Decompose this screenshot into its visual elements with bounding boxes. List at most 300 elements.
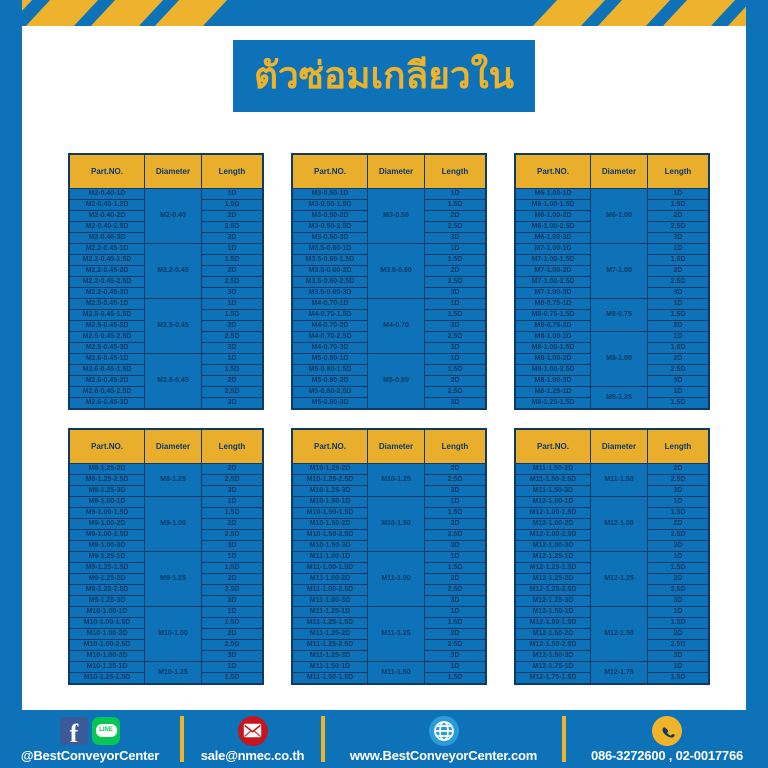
part-no-cell: M3.5-0.60-3D [292,288,368,299]
length-cell: 3D [425,486,487,497]
part-no-cell: M2.5-0.45-1.5D [69,310,145,321]
part-no-cell: M12-1.25-1.5D [515,563,591,574]
part-no-cell: M2.2-0.45-2D [69,266,145,277]
diameter-cell: M9-1.00 [145,497,202,552]
length-cell: 1.5D [425,200,487,211]
length-cell: 1D [202,244,264,255]
header-row [515,154,709,189]
part-no-cell: M10-1.25-3D [292,486,368,497]
part-no-cell: M2.6-0.45-1.5D [69,365,145,376]
length-cell: 2.5D [202,475,264,486]
diameter-cell: M8-1.00 [591,332,648,387]
part-no-cell: M2-0.40-1.5D [69,200,145,211]
column-header-length: Length [202,154,264,189]
column-header-length: Length [202,429,264,464]
part-no-cell: M3-0.50-2.5D [292,222,368,233]
length-cell: 1D [425,299,487,310]
diameter-cell: M10-1.25 [368,464,425,497]
length-cell: 2D [425,629,487,640]
part-no-cell: M2.5-0.45-3D [69,343,145,354]
hazard-stripe [592,0,675,26]
diameter-cell: M11-1.25 [368,607,425,662]
length-cell: 2.5D [425,530,487,541]
length-cell: 2D [648,519,710,530]
part-no-cell: M10-1.25-1.5D [69,673,145,685]
length-cell: 2.5D [648,277,710,288]
table-row [292,552,486,563]
part-no-cell: M11-1.00-3D [292,596,368,607]
hazard-stripe [149,0,232,26]
diameter-cell: M12-1.25 [591,552,648,607]
part-no-cell: M10-1.50-3D [292,541,368,552]
part-no-cell: M11-1.00-2.5D [292,585,368,596]
part-no-cell: M10-1.00-1.5D [69,618,145,629]
column-header-length: Length [425,154,487,189]
length-cell: 2.5D [425,332,487,343]
part-no-cell: M3.5-0.60-2D [292,266,368,277]
table-row [515,244,709,255]
part-no-cell: M12-1.25-3D [515,596,591,607]
part-no-cell: M10-1.50-2D [292,519,368,530]
part-no-cell: M12-1.50-1D [515,607,591,618]
length-cell: 1D [202,607,264,618]
length-cell: 1.5D [648,618,710,629]
part-no-cell: M8-0.75-1D [515,299,591,310]
part-no-cell: M9-1.00-2D [69,519,145,530]
part-no-cell: M3.5-0.60-1D [292,244,368,255]
part-no-cell: M2.2-0.45-1.5D [69,255,145,266]
part-no-cell: M5-0.80-2D [292,376,368,387]
length-cell: 1.5D [202,563,264,574]
page-title: ตัวซ่อมเกลียวใน [253,54,515,97]
length-cell: 3D [648,486,710,497]
part-no-cell: M11-1.50-1.5D [292,673,368,685]
length-cell: 2D [648,464,710,475]
part-no-cell: M11-1.50-1D [292,662,368,673]
length-cell: 2.5D [648,222,710,233]
table-row [515,299,709,310]
part-no-cell: M11-1.25-3D [292,651,368,662]
part-no-cell: M11-1.50-2.5D [515,475,591,486]
length-cell: 2.5D [425,387,487,398]
length-cell: 2.5D [202,585,264,596]
column-header-part-no: Part.NO. [292,429,368,464]
column-header-part-no: Part.NO. [69,154,145,189]
part-no-cell: M5-0.80-1D [292,354,368,365]
length-cell: 2D [425,266,487,277]
part-no-cell: M4-0.70-3D [292,343,368,354]
part-no-cell: M11-1.25-1D [292,607,368,618]
part-no-cell: M8-1.00-2.5D [515,365,591,376]
diameter-cell: M3.5-0.60 [368,244,425,299]
table-row [515,607,709,618]
part-no-cell: M2-0.40-1D [69,189,145,200]
length-cell: 1.5D [648,508,710,519]
diameter-cell: M2.6-0.45 [145,354,202,410]
length-cell: 2.5D [425,222,487,233]
length-cell: 3D [648,541,710,552]
website-text: www.BestConveyorCenter.com [349,747,538,763]
email-text: sale@nmec.co.th [200,747,305,763]
part-no-cell: M8-0.75-1.5D [515,310,591,321]
top-border-stripes [0,0,768,26]
table-row [69,354,263,365]
line-icon [92,717,120,745]
right-border [746,0,768,768]
length-cell: 1.5D [202,365,264,376]
length-cell: 2.5D [202,640,264,651]
part-no-cell: M8-1.00-1.5D [515,343,591,354]
length-cell: 3D [425,398,487,410]
diameter-cell: M12-1.75 [591,662,648,685]
column-header-diameter: Diameter [368,154,425,189]
length-cell: 1D [425,189,487,200]
length-cell: 2D [425,519,487,530]
part-no-cell: M11-1.50-3D [515,486,591,497]
column-header-part-no: Part.NO. [515,429,591,464]
length-cell: 1.5D [648,673,710,685]
diameter-cell: M3-0.50 [368,189,425,244]
length-cell: 1D [648,387,710,398]
part-no-cell: M2.5-0.45-2D [69,321,145,332]
part-no-cell: M3.5-0.60-1.5D [292,255,368,266]
table-row [69,497,263,508]
length-cell: 3D [202,233,264,244]
part-no-cell: M12-1.00-1D [515,497,591,508]
part-no-cell: M12-1.00-1.5D [515,508,591,519]
column-header-part-no: Part.NO. [69,429,145,464]
length-cell: 3D [648,376,710,387]
length-cell: 1D [648,552,710,563]
length-cell: 3D [425,651,487,662]
table-row [69,552,263,563]
part-no-cell: M10-1.50-2.5D [292,530,368,541]
length-cell: 3D [202,596,264,607]
table-row [69,662,263,673]
length-cell: 2D [425,321,487,332]
length-cell: 1D [425,552,487,563]
spec-table [68,428,264,685]
part-no-cell: M10-1.00-1D [69,607,145,618]
part-no-cell: M6-1.00-2.5D [515,222,591,233]
part-no-cell: M4-0.70-1D [292,299,368,310]
table-row [292,299,486,310]
table-row [515,332,709,343]
length-cell: 1D [648,299,710,310]
part-no-cell: M8-0.75-2D [515,321,591,332]
diameter-cell: M2-0.40 [145,189,202,244]
length-cell: 1D [202,552,264,563]
header-row [69,154,263,189]
part-no-cell: M12-1.00-2D [515,519,591,530]
header-row [69,429,263,464]
part-no-cell: M12-1.50-3D [515,651,591,662]
length-cell: 2D [202,211,264,222]
length-cell: 2D [202,266,264,277]
hazard-stripe [85,0,168,26]
social-handle: @BestConveyorCenter [20,747,160,763]
length-cell: 1.5D [202,673,264,685]
table-row [292,607,486,618]
spec-table [291,428,487,685]
length-cell: 2D [425,211,487,222]
part-no-cell: M5-0.80-1.5D [292,365,368,376]
spec-table [514,428,710,685]
length-cell: 1.5D [648,398,710,410]
part-no-cell: M12-1.25-1D [515,552,591,563]
diameter-cell: M5-0.80 [368,354,425,410]
header-row [292,429,486,464]
length-cell: 2.5D [648,530,710,541]
length-cell: 2.5D [202,530,264,541]
diameter-cell: M10-1.25 [145,662,202,685]
length-cell: 1D [425,607,487,618]
table-row [69,299,263,310]
length-cell: 1.5D [648,255,710,266]
length-cell: 2D [648,354,710,365]
length-cell: 2.5D [648,585,710,596]
part-no-cell: M2.6-0.45-1D [69,354,145,365]
part-no-cell: M9-1.25-1D [69,552,145,563]
part-no-cell: M2-0.40-3D [69,233,145,244]
length-cell: 1D [202,189,264,200]
length-cell: 2D [648,629,710,640]
part-no-cell: M5-0.80-3D [292,398,368,410]
diameter-cell: M2.2-0.45 [145,244,202,299]
part-no-cell: M12-1.75-1D [515,662,591,673]
table-row [292,497,486,508]
length-cell: 1D [425,354,487,365]
globe-icon [429,716,459,746]
footer-phone [566,716,768,763]
table-row [515,662,709,673]
length-cell: 1.5D [425,618,487,629]
part-no-cell: M9-1.25-2.5D [69,585,145,596]
diameter-cell: M8-1.25 [591,387,648,410]
part-no-cell: M3-0.50-1D [292,189,368,200]
diameter-cell: M10-1.00 [145,607,202,662]
length-cell: 1D [202,299,264,310]
part-no-cell: M11-1.00-1D [292,552,368,563]
part-no-cell: M7-1.00-3D [515,288,591,299]
part-no-cell: M9-1.25-3D [69,596,145,607]
part-no-cell: M10-1.25-2.5D [292,475,368,486]
part-no-cell: M3-0.50-1.5D [292,200,368,211]
length-cell: 2.5D [202,387,264,398]
table-row [292,464,486,475]
part-no-cell: M2.2-0.45-2.5D [69,277,145,288]
part-no-cell: M5-0.80-2.5D [292,387,368,398]
part-no-cell: M12-1.75-1.5D [515,673,591,685]
part-no-cell: M8-1.25-2D [69,464,145,475]
part-no-cell: M7-1.00-2.5D [515,277,591,288]
length-cell: 1.5D [425,563,487,574]
left-border [0,0,22,768]
part-no-cell: M10-1.00-2.5D [69,640,145,651]
part-no-cell: M3.5-0.60-2.5D [292,277,368,288]
length-cell: 1D [648,497,710,508]
length-cell: 1D [648,189,710,200]
diameter-cell: M12-1.50 [591,607,648,662]
part-no-cell: M6-1.00-2D [515,211,591,222]
table-row [515,552,709,563]
column-header-diameter: Diameter [145,429,202,464]
length-cell: 2.5D [648,365,710,376]
length-cell: 2D [648,321,710,332]
length-cell: 2D [648,266,710,277]
hazard-stripe [527,0,610,26]
part-no-cell: M4-0.70-2.5D [292,332,368,343]
part-no-cell: M11-1.00-1.5D [292,563,368,574]
length-cell: 1.5D [648,343,710,354]
spec-table [291,153,487,410]
part-no-cell: M10-1.00-3D [69,651,145,662]
part-no-cell: M3-0.50-3D [292,233,368,244]
diameter-cell: M11-1.00 [368,552,425,607]
footer-bar [0,710,768,768]
length-cell: 3D [648,596,710,607]
length-cell: 2.5D [202,277,264,288]
length-cell: 3D [425,233,487,244]
part-no-cell: M6-1.00-1.5D [515,200,591,211]
line-bubble: LINE [96,724,117,737]
length-cell: 3D [202,651,264,662]
length-cell: 1.5D [202,618,264,629]
hazard-stripe [657,0,740,26]
part-no-cell: M10-1.25-1D [69,662,145,673]
part-no-cell: M10-1.50-1D [292,497,368,508]
part-no-cell: M7-1.00-1D [515,244,591,255]
header-row [515,429,709,464]
spec-table [514,153,710,410]
table-row [292,662,486,673]
length-cell: 2.5D [425,640,487,651]
part-no-cell: M2.5-0.45-2.5D [69,332,145,343]
footer-website [325,716,562,763]
part-no-cell: M2-0.40-2.5D [69,222,145,233]
length-cell: 1.5D [425,673,487,685]
length-cell: 1.5D [648,310,710,321]
length-cell: 1D [425,662,487,673]
column-header-length: Length [425,429,487,464]
length-cell: 2.5D [425,475,487,486]
hazard-stripe [20,0,103,26]
part-no-cell: M4-0.70-2D [292,321,368,332]
length-cell: 1.5D [648,200,710,211]
diameter-cell: M6-1.00 [591,189,648,244]
length-cell: 1.5D [202,310,264,321]
social-icons [60,716,120,746]
table-row [292,354,486,365]
facebook-icon: f [60,717,88,745]
part-no-cell: M12-1.50-2.5D [515,640,591,651]
spec-table [68,153,264,410]
column-header-diameter: Diameter [591,429,648,464]
part-no-cell: M9-1.00-1.5D [69,508,145,519]
phone-text: 086-3272600 , 02-0017766 [590,747,744,763]
length-cell: 1.5D [202,255,264,266]
title-banner [233,40,535,112]
part-no-cell: M7-1.00-1.5D [515,255,591,266]
length-cell: 1.5D [202,508,264,519]
part-no-cell: M12-1.00-2.5D [515,530,591,541]
length-cell: 1D [648,244,710,255]
length-cell: 2.5D [648,640,710,651]
length-cell: 3D [648,233,710,244]
part-no-cell: M3-0.50-2D [292,211,368,222]
part-no-cell: M9-1.00-2.5D [69,530,145,541]
part-no-cell: M2.2-0.45-1D [69,244,145,255]
part-no-cell: M12-1.50-1.5D [515,618,591,629]
part-no-cell: M2.6-0.45-3D [69,398,145,410]
part-no-cell: M11-1.50-2D [515,464,591,475]
length-cell: 2D [648,211,710,222]
diameter-cell: M8-0.75 [591,299,648,332]
phone-icon [652,716,682,746]
part-no-cell: M8-1.00-2D [515,354,591,365]
part-no-cell: M10-1.25-2D [292,464,368,475]
table-row [515,189,709,200]
length-cell: 2.5D [648,475,710,486]
length-cell: 2D [648,574,710,585]
length-cell: 2D [202,321,264,332]
length-cell: 3D [202,343,264,354]
part-no-cell: M8-1.25-3D [69,486,145,497]
table-row [69,607,263,618]
diameter-cell: M11-1.50 [368,662,425,685]
length-cell: 3D [425,596,487,607]
length-cell: 3D [425,541,487,552]
part-no-cell: M11-1.25-1.5D [292,618,368,629]
mail-icon [238,716,268,746]
length-cell: 2.5D [425,585,487,596]
length-cell: 2D [202,519,264,530]
length-cell: 1D [425,497,487,508]
part-no-cell: M7-1.00-2D [515,266,591,277]
table-row [69,189,263,200]
diameter-cell: M4-0.70 [368,299,425,354]
part-no-cell: M8-1.25-1.5D [515,398,591,410]
length-cell: 2.5D [425,277,487,288]
length-cell: 1.5D [425,310,487,321]
diameter-cell: M2.5-0.45 [145,299,202,354]
part-no-cell: M8-1.25-1D [515,387,591,398]
part-no-cell: M11-1.25-2.5D [292,640,368,651]
footer-social [0,716,180,763]
part-no-cell: M11-1.00-2D [292,574,368,585]
part-no-cell: M2.5-0.45-1D [69,299,145,310]
length-cell: 1D [202,354,264,365]
column-header-diameter: Diameter [368,429,425,464]
part-no-cell: M9-1.25-2D [69,574,145,585]
length-cell: 2D [202,629,264,640]
table-row [515,497,709,508]
part-no-cell: M2.2-0.45-3D [69,288,145,299]
diameter-cell: M12-1.00 [591,497,648,552]
length-cell: 1.5D [202,200,264,211]
part-no-cell: M4-0.70-1.5D [292,310,368,321]
part-no-cell: M12-1.25-2D [515,574,591,585]
part-no-cell: M8-1.00-3D [515,376,591,387]
length-cell: 1D [648,607,710,618]
length-cell: 2D [202,574,264,585]
column-header-part-no: Part.NO. [515,154,591,189]
length-cell: 2.5D [202,222,264,233]
length-cell: 1D [648,662,710,673]
part-no-cell: M10-1.50-1.5D [292,508,368,519]
column-header-length: Length [648,154,710,189]
table-row [292,244,486,255]
